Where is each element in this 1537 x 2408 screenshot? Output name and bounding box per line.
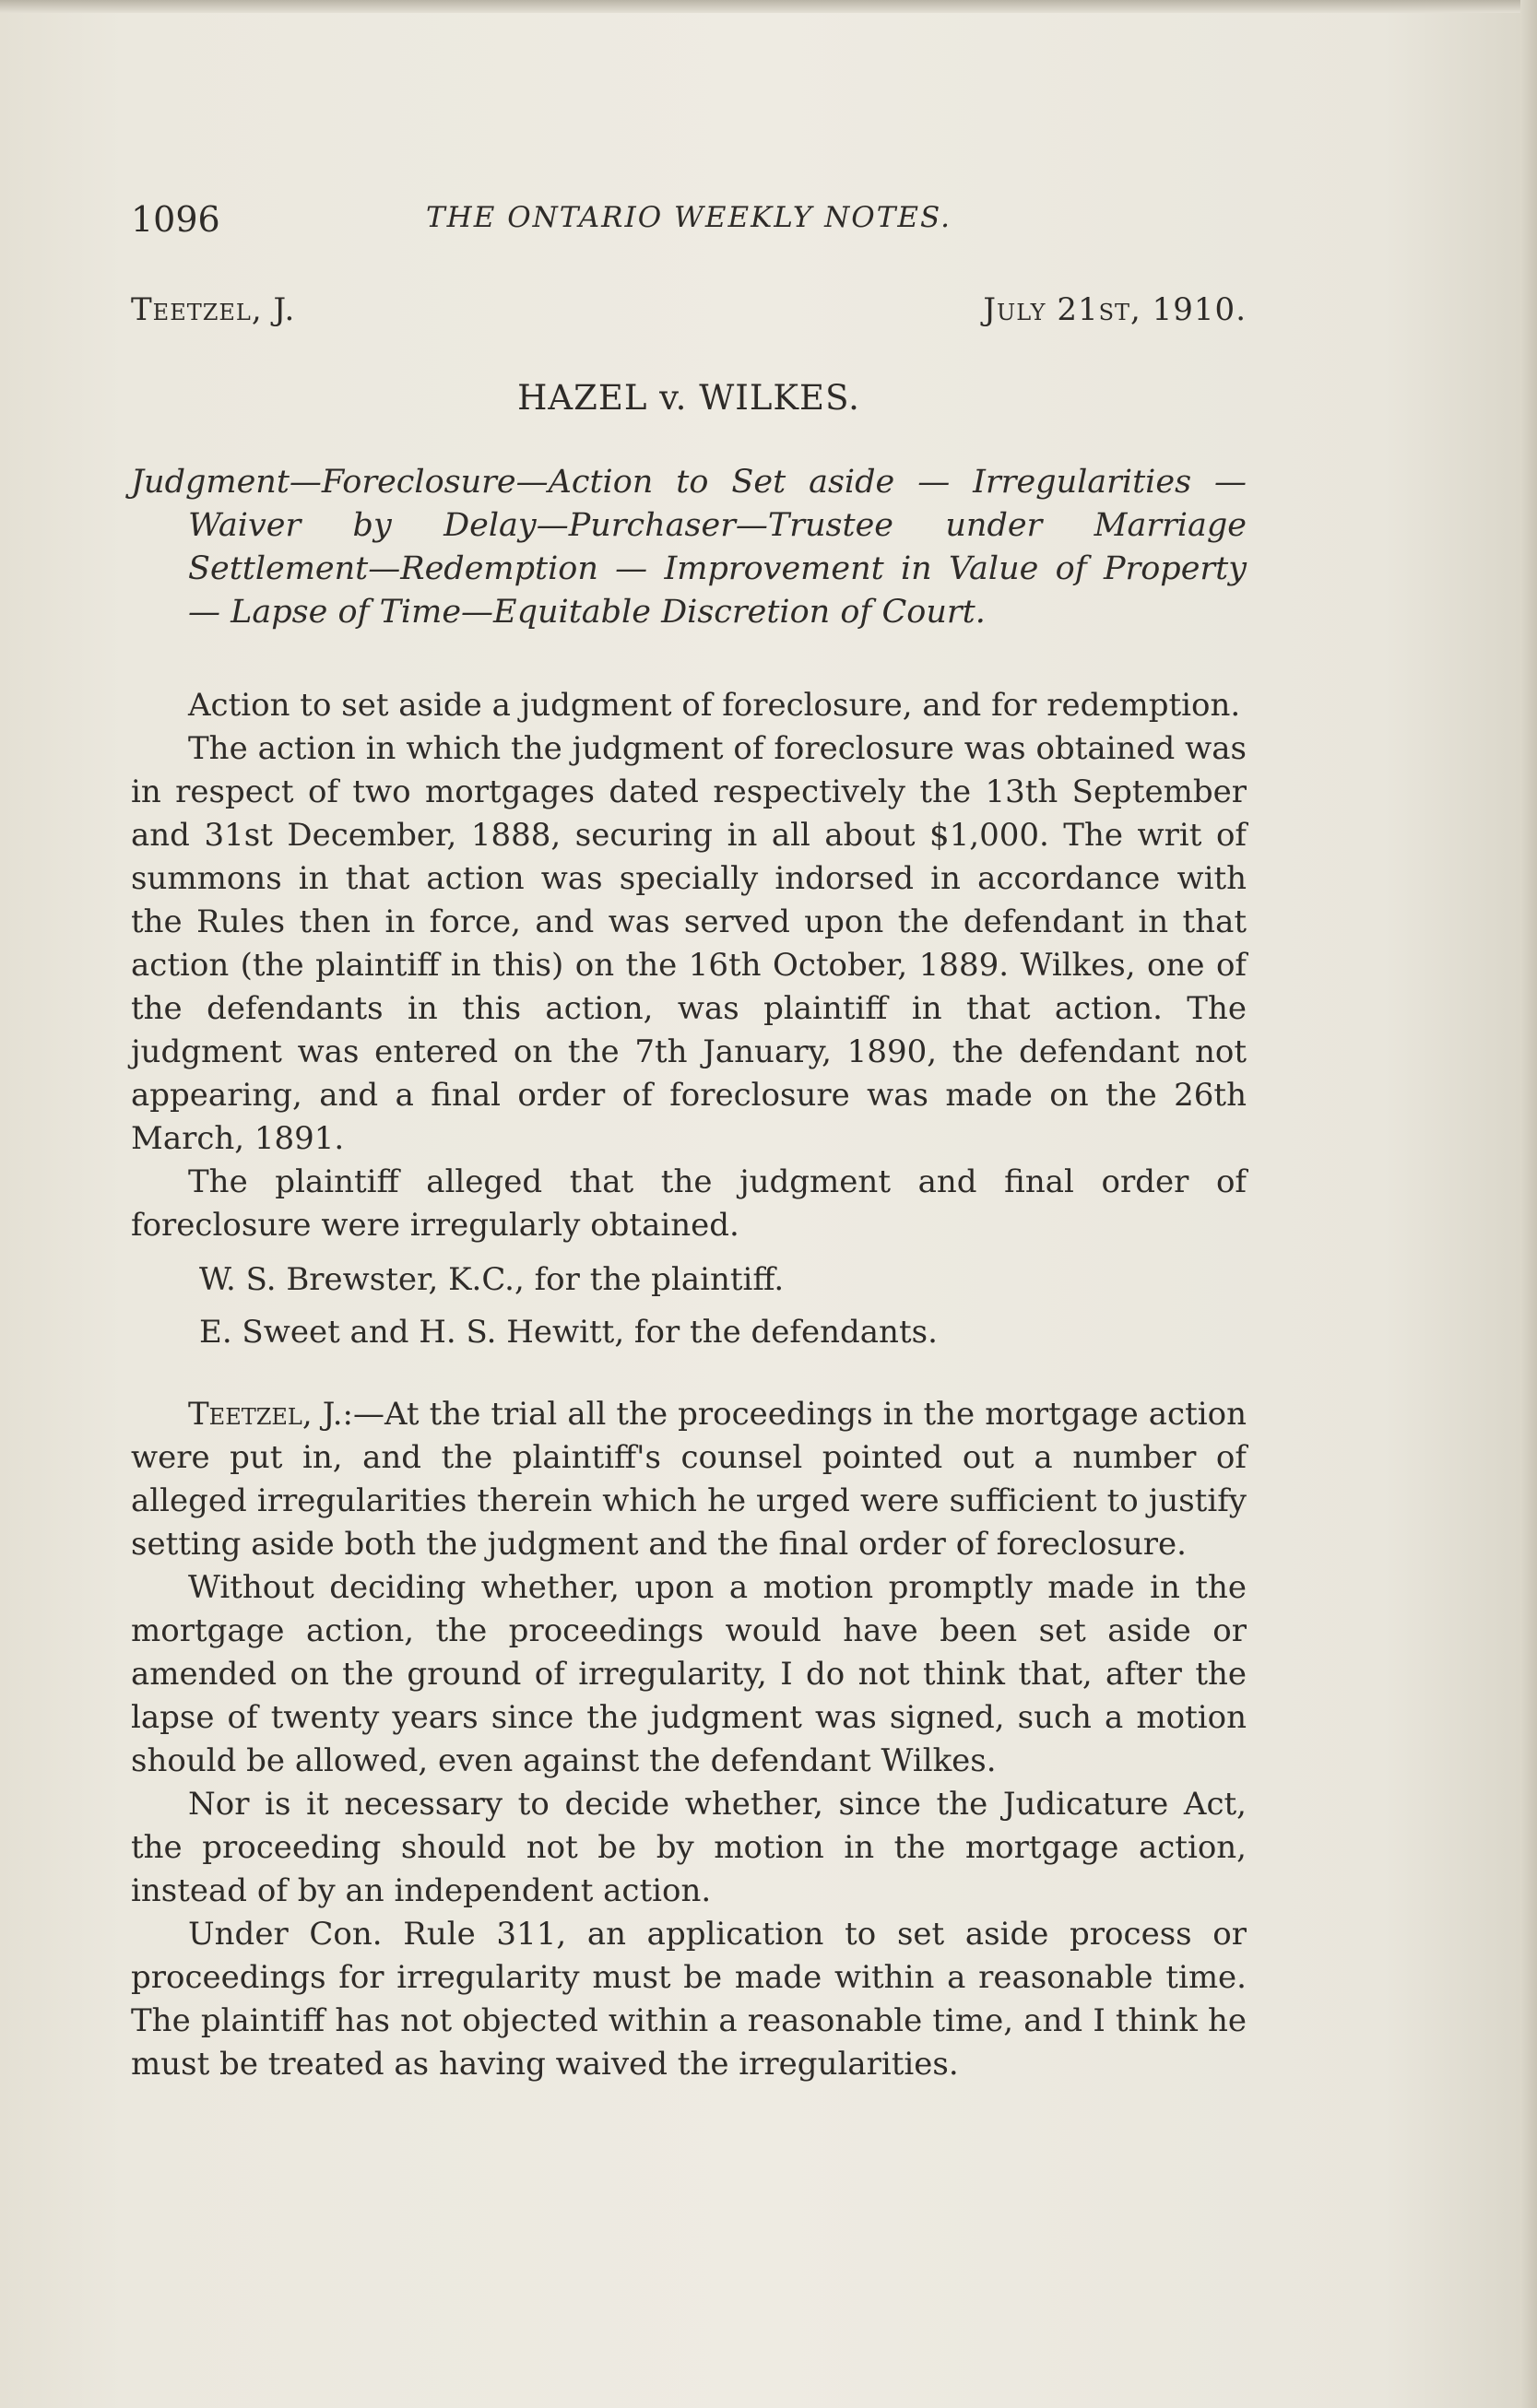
- judgment-opening-text: :—At the trial all the proceedings in the mortgage action were put in, and the plaintiff's counsel pointed out a number of alleged irregularities therein which he urged were sufficient to justify setting aside both the judgment and the final order of foreclosure.: [131, 1396, 1247, 1563]
- paragraph-allegation: The plaintiff alleged that the judgment and final order of foreclosure were irregularly obtained.: [131, 1163, 1247, 1244]
- headnote-continuation: Waiver by Delay—Purchaser—Trustee under Marriage Settlement—Redemption — Improvement in Value of Property — Lapse of Time—Equitable Discretion of Court.: [188, 507, 1247, 631]
- page-header: [131, 199, 1247, 254]
- counsel-plaintiff: W. S. Brewster, K.C., for the plaintiff.: [199, 1261, 785, 1298]
- paragraph-judgment-opening: [131, 1393, 1247, 1566]
- page-top-edge: [0, 0, 1537, 13]
- paragraph-facts: The action in which the judgment of foreclosure was obtained was in respect of two mortgages dated respectively the 13th September and 31st December, 1888, securing in all about $1,000. The writ of summons in that action was specially indorsed in accordance with the Rules then in force, and was served upon the defendant in that action (the plaintiff in this) on the 16th October, 1889. Wilkes, one of the defendants in this action, was plaintiff in that action. The judgment was entered on the 7th January, 1890, the defendant not appearing, and a final order of foreclosure was made on the 26th March, 1891.: [131, 730, 1247, 1157]
- headnote-line-1: Judgment—Foreclosure—Action to Set aside — Irregularities —: [131, 464, 1247, 501]
- paragraph-delay: Without deciding whether, upon a motion promptly made in the mortgage action, the proceedings would have been set aside or amended on the ground of irregularity, I do not think that, after the lapse of twenty years since the judgment was signed, such a motion should be allowed, even against the defendant Wilkes.: [131, 1569, 1247, 1779]
- paragraph-action: Action to set aside a judgment of foreclosure, and for redemption.: [188, 687, 1241, 724]
- body-text: [131, 684, 1247, 2086]
- paragraph-rule-311: Under Con. Rule 311, an application to set aside process or proceedings for irregularity must be made within a reasonable time. The plaintiff has not objected within a reasonable time, and I think he must be treated as having waived the irregularities.: [131, 1916, 1247, 2083]
- paragraph-judicature-act: Nor is it necessary to decide whether, since the Judicature Act, the proceeding should not be by motion in the mortgage action, instead of by an independent action.: [131, 1786, 1247, 1909]
- judgment-judge-name: Teetzel, J.: [188, 1396, 343, 1433]
- decision-date: July 21st, 1910.: [983, 291, 1247, 328]
- running-head: THE ONTARIO WEEKLY NOTES.: [426, 201, 952, 234]
- page-gutter-shadow: [1520, 0, 1537, 2408]
- judge-name: Teetzel, J.: [131, 291, 296, 328]
- page-number: 1096: [131, 199, 220, 240]
- headnote: [131, 461, 1247, 634]
- counsel-defendants: E. Sweet and H. S. Hewitt, for the defendants.: [199, 1314, 938, 1351]
- judge-date-line: [131, 291, 1247, 343]
- case-title: HAZEL v. WILKES.: [517, 378, 860, 418]
